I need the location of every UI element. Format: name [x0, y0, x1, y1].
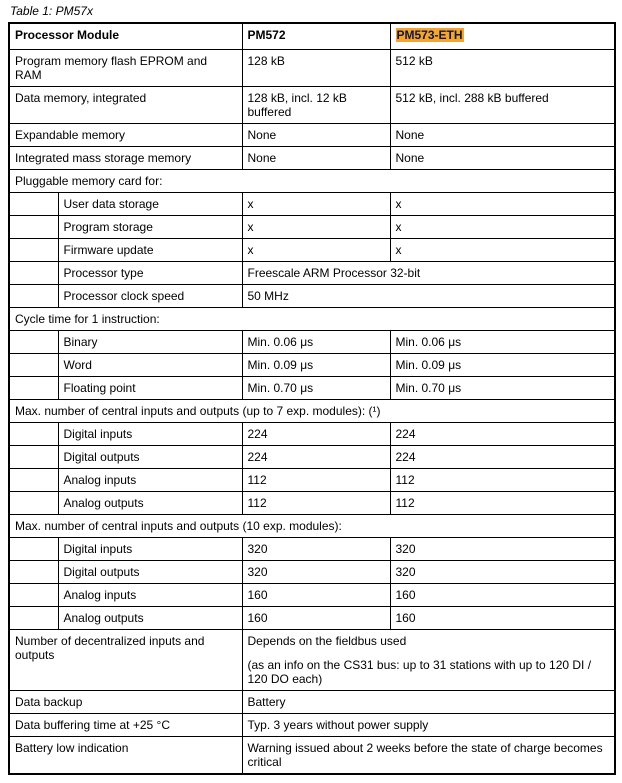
header-pm573-eth	[390, 23, 615, 50]
indent-cell	[9, 285, 58, 308]
pm572-value: x	[242, 216, 390, 239]
section-row	[9, 170, 615, 193]
pm573-value: x	[390, 239, 615, 262]
pm572-value: 112	[242, 492, 390, 515]
row-label: Processor clock speed	[58, 285, 242, 308]
indent-cell	[9, 354, 58, 377]
pm573-value: 112	[390, 492, 615, 515]
section-label: Pluggable memory card for:	[9, 170, 615, 193]
table-row	[9, 147, 615, 170]
table-row	[9, 239, 615, 262]
value-line: Depends on the fieldbus used	[247, 634, 407, 648]
indent-cell	[9, 492, 58, 515]
row-label: Program memory flash EPROM and RAM	[9, 50, 242, 87]
pm573-highlight: PM573-ETH	[396, 28, 463, 42]
row-label: Expandable memory	[9, 124, 242, 147]
pm572-value: 224	[242, 423, 390, 446]
pm572-value: 320	[242, 538, 390, 561]
table-row	[9, 607, 615, 630]
row-label: Firmware update	[58, 239, 242, 262]
row-label: Number of decentralized inputs and outputs	[9, 630, 242, 691]
table-row	[9, 285, 615, 308]
row-label: Analog outputs	[58, 492, 242, 515]
table-row	[9, 331, 615, 354]
table-row	[9, 423, 615, 446]
indent-cell	[9, 607, 58, 630]
indent-cell	[9, 469, 58, 492]
indent-cell	[9, 561, 58, 584]
table-row	[9, 691, 615, 714]
row-label: Binary	[58, 331, 242, 354]
section-label: Max. number of central inputs and outputs (10 exp. modules):	[9, 515, 615, 538]
pm573-value: x	[390, 216, 615, 239]
section-row	[9, 308, 615, 331]
shared-value: Freescale ARM Processor 32-bit	[242, 262, 615, 285]
pm573-value: 112	[390, 469, 615, 492]
row-label: Floating point	[58, 377, 242, 400]
shared-value: Typ. 3 years without power supply	[242, 714, 615, 737]
indent-cell	[9, 584, 58, 607]
pm572-value: 128 kB, incl. 12 kB buffered	[242, 87, 390, 124]
row-label: Data backup	[9, 691, 242, 714]
row-label: User data storage	[58, 193, 242, 216]
pm572-value: Min. 0.09 μs	[242, 354, 390, 377]
row-label: Digital inputs	[58, 423, 242, 446]
shared-value	[242, 630, 615, 691]
pm572-value: 128 kB	[242, 50, 390, 87]
pm573-value: 224	[390, 423, 615, 446]
pm572-value: Min. 0.06 μs	[242, 331, 390, 354]
pm573-value: 320	[390, 561, 615, 584]
table-row	[9, 584, 615, 607]
indent-cell	[9, 377, 58, 400]
pm572-value: 112	[242, 469, 390, 492]
table-row	[9, 193, 615, 216]
table-caption: Table 1: PM57x	[10, 4, 93, 18]
row-label: Battery low indication	[9, 737, 242, 775]
pm573-value: 512 kB	[390, 50, 615, 87]
spec-table	[8, 22, 616, 775]
table-row	[9, 216, 615, 239]
table-row	[9, 377, 615, 400]
table-row	[9, 561, 615, 584]
indent-cell	[9, 216, 58, 239]
pm573-value: 160	[390, 607, 615, 630]
value-line: (as an info on the CS31 bus: up to 31 stations with up to 120 DI / 120 DO each)	[247, 658, 592, 686]
table-row	[9, 446, 615, 469]
section-label: Max. number of central inputs and outputs (up to 7 exp. modules): (¹)	[9, 400, 615, 423]
pm573-value: 320	[390, 538, 615, 561]
pm573-value: 160	[390, 584, 615, 607]
row-label: Word	[58, 354, 242, 377]
pm572-value: Min. 0.70 μs	[242, 377, 390, 400]
row-label: Digital inputs	[58, 538, 242, 561]
row-label: Data buffering time at +25 °C	[9, 714, 242, 737]
row-label: Digital outputs	[58, 561, 242, 584]
header-processor-module: Processor Module	[9, 23, 242, 50]
shared-value: Battery	[242, 691, 615, 714]
table-row	[9, 469, 615, 492]
table-row	[9, 87, 615, 124]
pm572-value: 224	[242, 446, 390, 469]
pm572-value: 160	[242, 584, 390, 607]
pm573-value: Min. 0.06 μs	[390, 331, 615, 354]
indent-cell	[9, 262, 58, 285]
pm572-value: 320	[242, 561, 390, 584]
pm573-value: Min. 0.09 μs	[390, 354, 615, 377]
section-label: Cycle time for 1 instruction:	[9, 308, 615, 331]
table-row	[9, 492, 615, 515]
row-label: Data memory, integrated	[9, 87, 242, 124]
pm573-value: None	[390, 124, 615, 147]
table-row	[9, 124, 615, 147]
section-row	[9, 400, 615, 423]
table-row	[9, 50, 615, 87]
header-row	[9, 23, 615, 50]
pm572-value: x	[242, 239, 390, 262]
row-label: Analog outputs	[58, 607, 242, 630]
pm572-value: x	[242, 193, 390, 216]
pm573-value: None	[390, 147, 615, 170]
table-row	[9, 737, 615, 775]
pm572-value: None	[242, 147, 390, 170]
table-row	[9, 262, 615, 285]
indent-cell	[9, 331, 58, 354]
shared-value: Warning issued about 2 weeks before the state of charge becomes critical	[242, 737, 615, 775]
shared-value: 50 MHz	[242, 285, 615, 308]
row-label: Analog inputs	[58, 584, 242, 607]
table-row	[9, 630, 615, 691]
pm573-value: Min. 0.70 μs	[390, 377, 615, 400]
table-row	[9, 354, 615, 377]
indent-cell	[9, 239, 58, 262]
section-row	[9, 515, 615, 538]
indent-cell	[9, 538, 58, 561]
pm573-value: x	[390, 193, 615, 216]
pm572-value: 160	[242, 607, 390, 630]
row-label: Processor type	[58, 262, 242, 285]
indent-cell	[9, 446, 58, 469]
header-pm572: PM572	[242, 23, 390, 50]
pm573-value: 512 kB, incl. 288 kB buffered	[390, 87, 615, 124]
pm572-value: None	[242, 124, 390, 147]
table-row	[9, 714, 615, 737]
row-label: Integrated mass storage memory	[9, 147, 242, 170]
indent-cell	[9, 193, 58, 216]
row-label: Program storage	[58, 216, 242, 239]
table-row	[9, 538, 615, 561]
row-label: Digital outputs	[58, 446, 242, 469]
row-label: Analog inputs	[58, 469, 242, 492]
pm573-value: 224	[390, 446, 615, 469]
indent-cell	[9, 423, 58, 446]
